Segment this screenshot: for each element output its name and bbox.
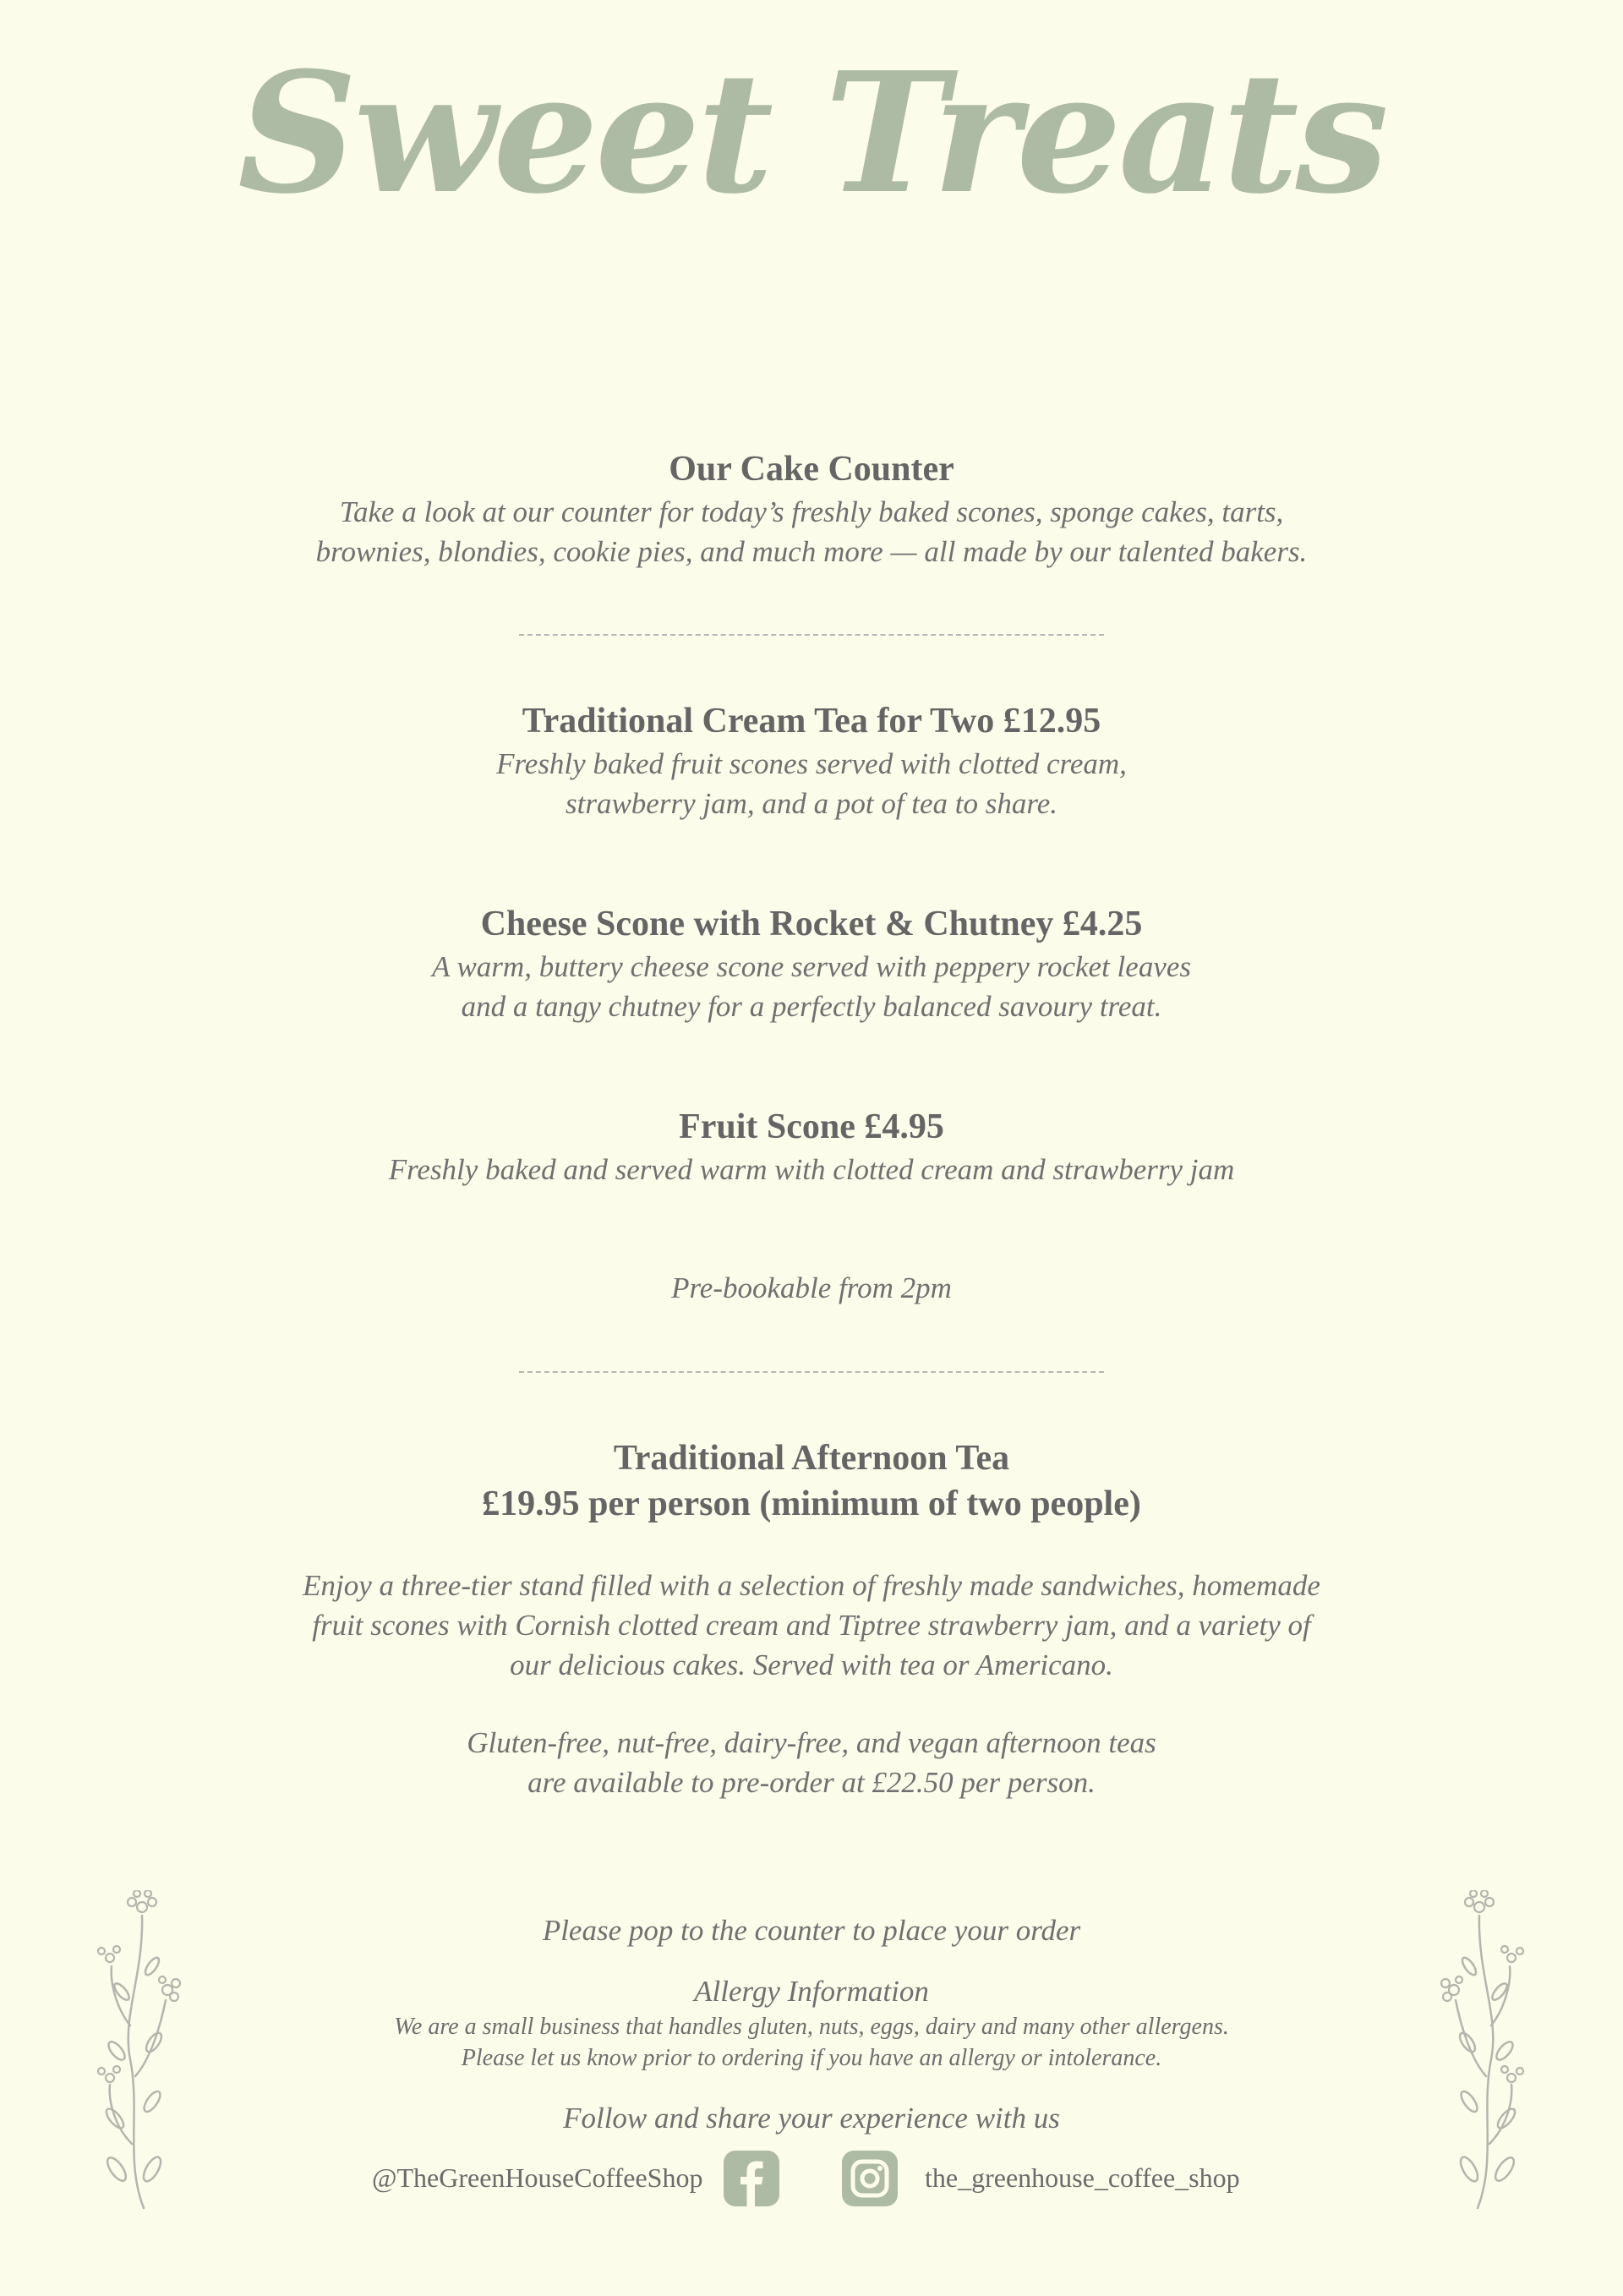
floral-sprig-icon (91, 1890, 184, 2211)
dietary-note (0, 1723, 1623, 1802)
menu-item (0, 901, 1623, 1026)
description-line: Enjoy a three-tier stand filled with a selection of freshly made sandwiches, homemade (303, 1569, 1320, 1602)
afternoon-tea-section (0, 1435, 1623, 1527)
cake-counter-heading: Our Cake Counter (669, 450, 954, 489)
facebook-icon[interactable] (724, 2151, 779, 2206)
page-title: Sweet Treats (238, 36, 1385, 231)
cake-counter-section (0, 446, 1623, 571)
afternoon-tea-heading: Traditional Afternoon Tea (613, 1439, 1010, 1478)
menu-item-heading: Fruit Scone £4.95 (679, 1107, 944, 1146)
afternoon-tea-description (0, 1566, 1623, 1685)
instagram-icon[interactable] (842, 2151, 898, 2206)
cake-counter-line: Take a look at our counter for today’s freshly baked scones, sponge cakes, tarts, (339, 495, 1284, 528)
allergy-line: We are a small business that handles gluten, nuts, eggs, dairy and many other allergens. (394, 2014, 1229, 2040)
dietary-line: are available to pre-order at £22.50 per person. (527, 1766, 1096, 1799)
cake-counter-line: brownies, blondies, cookie pies, and much more — all made by our talented bakers. (315, 535, 1308, 568)
facebook-handle[interactable]: @TheGreenHouseCoffeeShop (372, 2162, 703, 2193)
menu-item-description: strawberry jam, and a pot of tea to share. (565, 787, 1058, 820)
afternoon-tea-price: £19.95 per person (minimum of two people) (482, 1484, 1141, 1523)
follow-note: Follow and share your experience with us (563, 2102, 1060, 2135)
description-line: our delicious cakes. Served with tea or Americano. (510, 1648, 1113, 1681)
menu-item-description: A warm, buttery cheese scone served with peppery rocket leaves (431, 950, 1192, 983)
social-row (0, 2144, 1623, 2211)
dietary-line: Gluten-free, nut-free, dairy-free, and vegan afternoon teas (467, 1726, 1156, 1759)
menu-item-heading: Cheese Scone with Rocket & Chutney £4.25 (480, 905, 1143, 943)
menu-item (0, 1104, 1623, 1189)
prebook-note: Pre-bookable from 2pm (671, 1271, 952, 1304)
allergy-heading: Allergy Information (694, 1975, 929, 2008)
allergy-section (0, 1971, 1623, 2074)
allergy-line: Please let us know prior to ordering if you have an allergy or intolerance. (461, 2045, 1162, 2071)
menu-item-heading: Traditional Cream Tea for Two £12.95 (522, 702, 1101, 741)
description-line: fruit scones with Cornish clotted cream and Tiptree strawberry jam, and a variety of (312, 1609, 1311, 1642)
menu-item (0, 698, 1623, 823)
instagram-handle[interactable]: the_greenhouse_coffee_shop (925, 2162, 1240, 2193)
menu-item-description: Freshly baked fruit scones served with clotted cream, (496, 747, 1127, 780)
order-note: Please pop to the counter to place your order (542, 1914, 1081, 1947)
floral-sprig-icon (1437, 1890, 1530, 2211)
menu-item-description: and a tangy chutney for a perfectly balanced savoury treat. (461, 990, 1162, 1023)
section-divider (519, 1371, 1104, 1373)
menu-item-description: Freshly baked and served warm with clotted cream and strawberry jam (388, 1153, 1235, 1186)
section-divider (519, 634, 1104, 636)
